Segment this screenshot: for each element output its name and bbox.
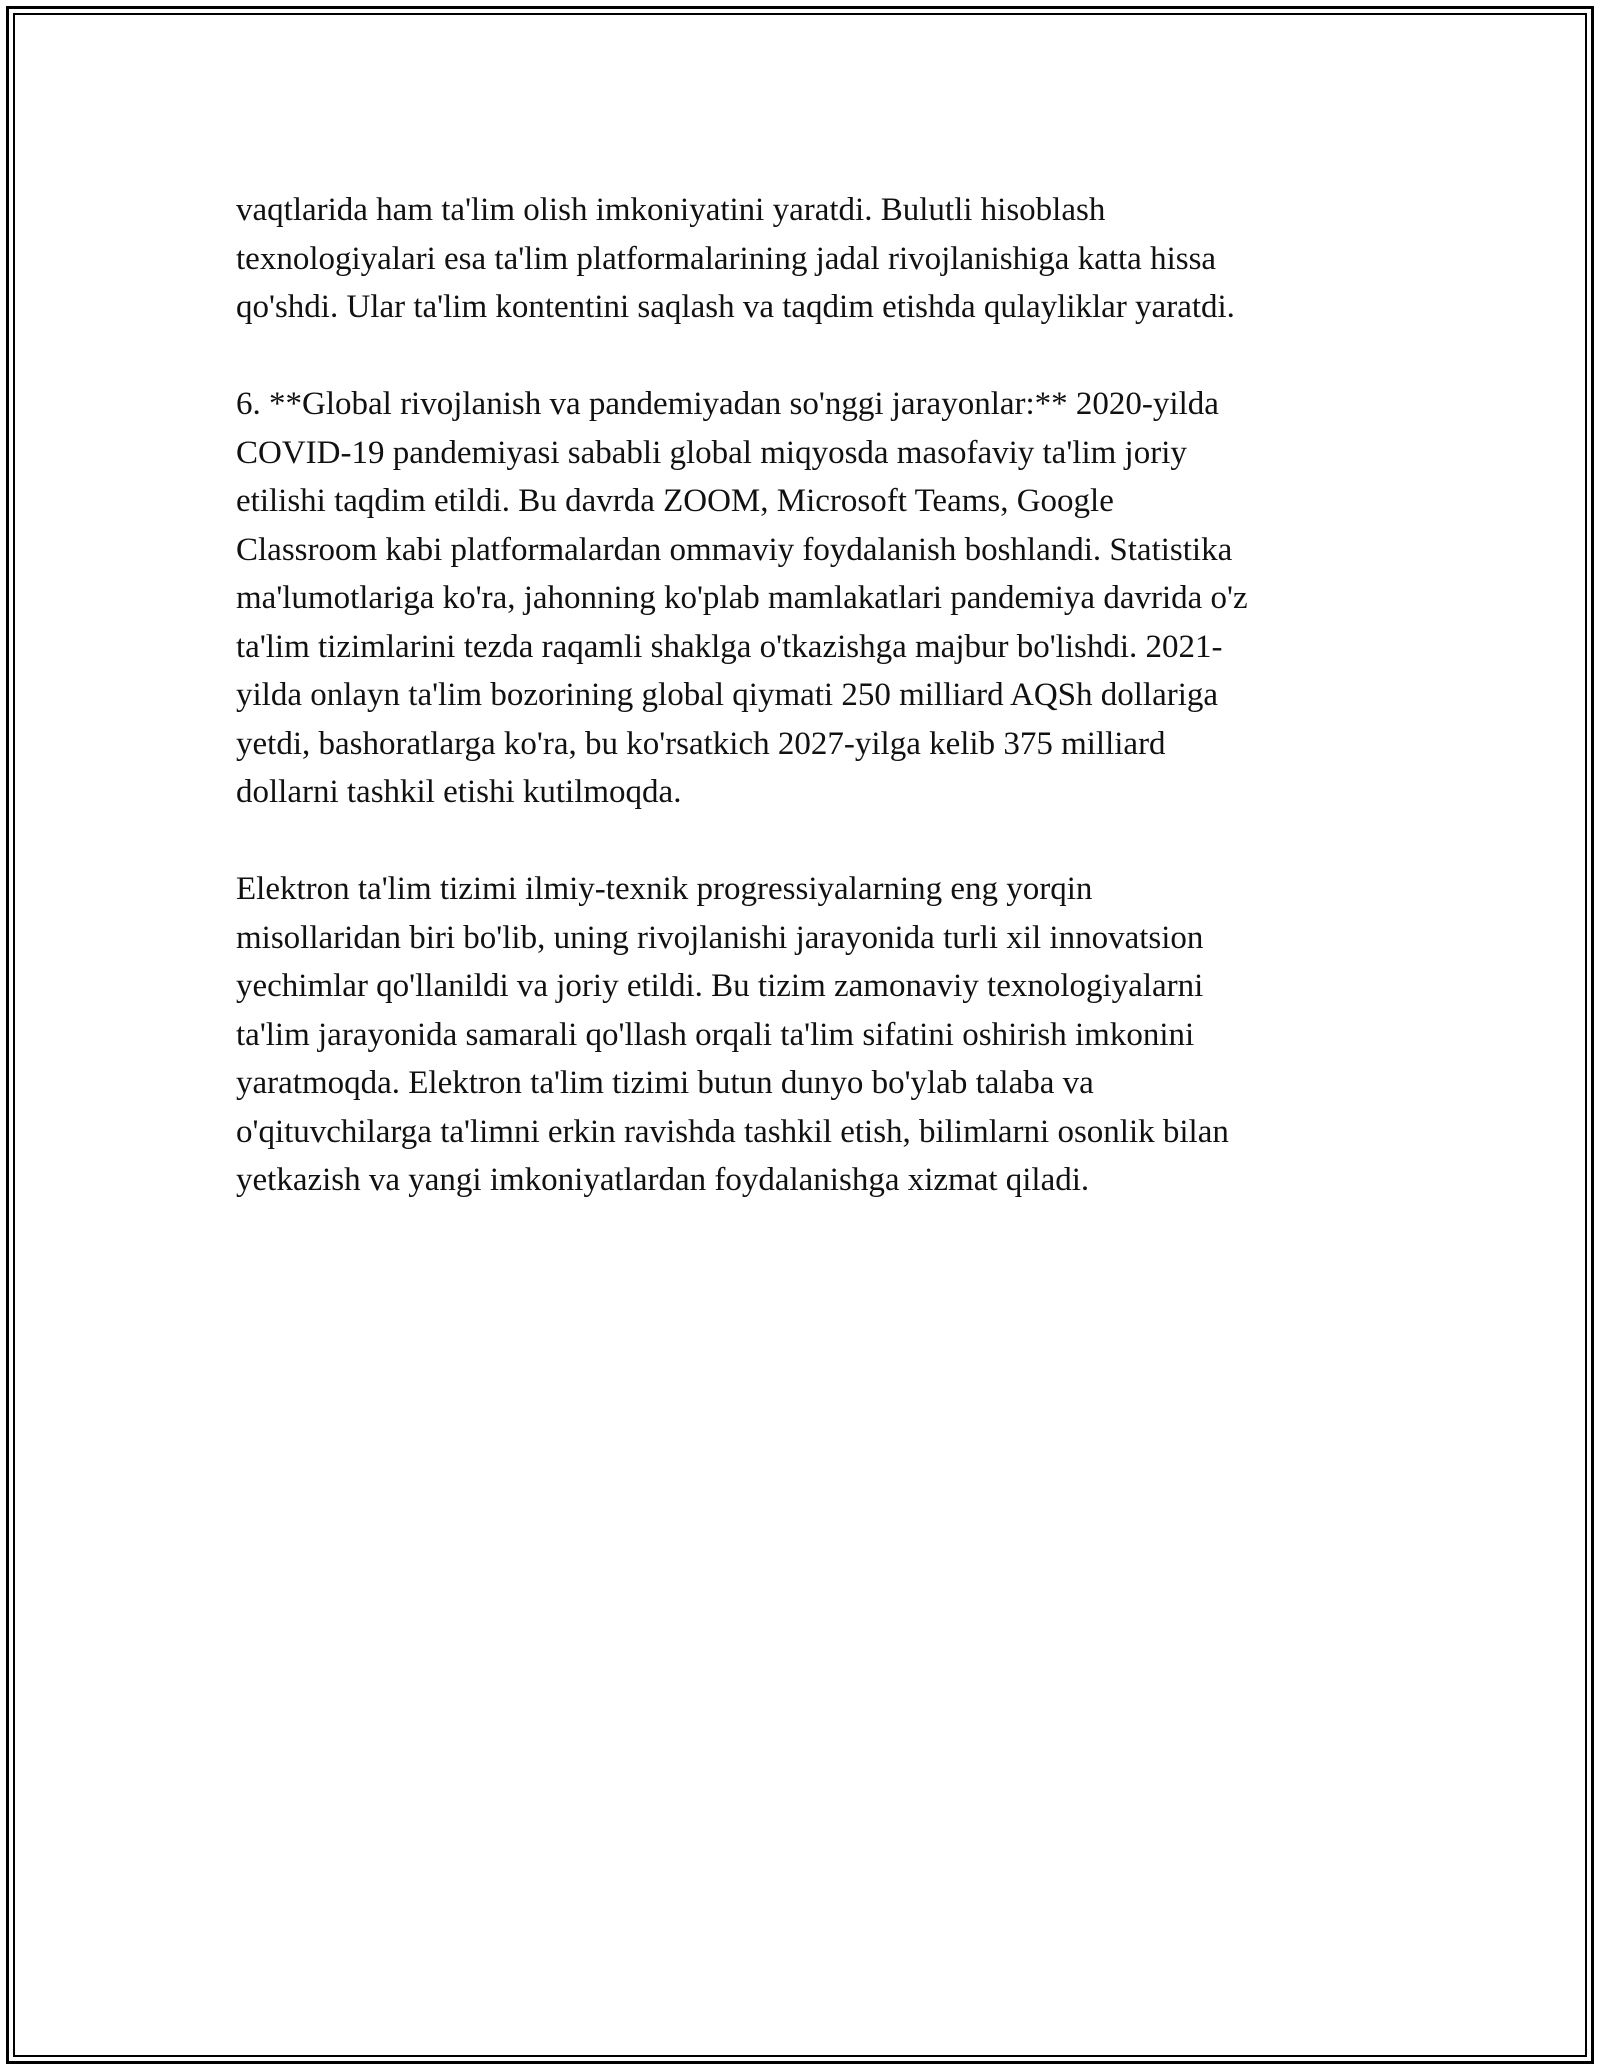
paragraph-conclusion bbox=[236, 865, 1376, 1205]
text-line: yetkazish va yangi imkoniyatlardan foydalanishga xizmat qiladi. bbox=[236, 1162, 1090, 1198]
text-line: yechimlar qo'llanildi va joriy etildi. Bu tizim zamonaviy texnologiyalarni bbox=[236, 968, 1204, 1004]
text-line: vaqtlarida ham ta'lim olish imkoniyatini yaratdi. Bulutli hisoblash bbox=[236, 192, 1106, 228]
text-line: ta'lim tizimlarini tezda raqamli shaklga o'tkazishga majbur bo'lishdi. 2021- bbox=[236, 628, 1223, 665]
text-line: qo'shdi. Ular ta'lim kontentini saqlash va taqdim etishda qulayliklar yaratdi. bbox=[236, 289, 1235, 325]
text-line: o'qituvchilarga ta'limni erkin ravishda tashkil etish, bilimlarni osonlik bilan bbox=[236, 1113, 1229, 1150]
document-body bbox=[236, 186, 1376, 1205]
paragraph-global-pandemic bbox=[236, 380, 1376, 817]
paragraph-cloud-computing bbox=[236, 186, 1376, 332]
text-line: texnologiyalari esa ta'lim platformalarining jadal rivojlanishiga katta hissa bbox=[236, 240, 1217, 277]
text-line: dollarni tashkil etishi kutilmoqda. bbox=[236, 774, 682, 810]
text-line: yetdi, bashoratlarga ko'ra, bu ko'rsatkich 2027-yilga kelib 375 milliard bbox=[236, 725, 1166, 762]
text-line: 6. **Global rivojlanish va pandemiyadan so'nggi jarayonlar:** 2020-yilda bbox=[236, 386, 1219, 422]
text-line: COVID-19 pandemiyasi sababli global miqyosda masofaviy ta'lim joriy bbox=[236, 434, 1187, 471]
text-line: Elektron ta'lim tizimi ilmiy-texnik progressiyalarning eng yorqin bbox=[236, 871, 1093, 907]
text-line: ta'lim jarayonida samarali qo'llash orqali ta'lim sifatini oshirish imkonini bbox=[236, 1016, 1195, 1053]
text-line: yaratmoqda. Elektron ta'lim tizimi butun dunyo bo'ylab talaba va bbox=[236, 1065, 1094, 1101]
text-line: yilda onlayn ta'lim bozorining global qiymati 250 milliard AQSh dollariga bbox=[236, 677, 1219, 713]
text-line: misollaridan biri bo'lib, uning rivojlanishi jarayonida turli xil innovatsion bbox=[236, 919, 1204, 956]
text-line: ma'lumotlariga ko'ra, jahonning ko'plab mamlakatlari pandemiya davrida o'z bbox=[236, 580, 1248, 616]
text-line: etilishi taqdim etildi. Bu davrda ZOOM, Microsoft Teams, Google bbox=[236, 483, 1114, 519]
text-line: Classroom kabi platformalardan ommaviy foydalanish boshlandi. Statistika bbox=[236, 531, 1233, 568]
